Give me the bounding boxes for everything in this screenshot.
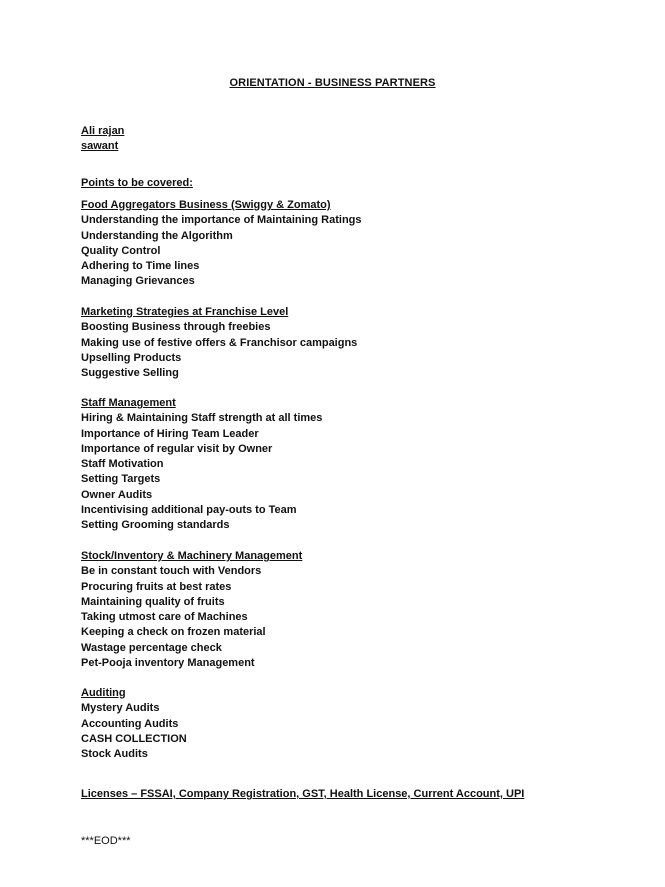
section-heading: Staff Management <box>81 397 176 409</box>
list-item: Incentivising additional pay-outs to Team <box>81 504 297 517</box>
list-item: Keeping a check on frozen material <box>81 626 266 639</box>
section-heading: Food Aggregators Business (Swiggy & Zomato) <box>81 199 331 211</box>
end-of-document-marker: ***EOD*** <box>81 835 131 847</box>
section-heading: Marketing Strategies at Franchise Level <box>81 306 289 318</box>
list-item: Adhering to Time lines <box>81 260 200 273</box>
points-heading: Points to be covered: <box>81 177 193 189</box>
section-food-aggregators <box>81 198 641 290</box>
list-item: Maintaining quality of fruits <box>81 595 225 608</box>
section-heading: Stock/Inventory & Machinery Management <box>81 550 303 562</box>
points-heading-block <box>81 176 641 191</box>
list-item: Upselling Products <box>81 351 182 364</box>
list-item: CASH COLLECTION <box>81 732 187 745</box>
list-item: Hiring & Maintaining Staff strength at all times <box>81 412 323 425</box>
document-title: ORIENTATION - BUSINESS PARTNERS <box>229 77 436 89</box>
list-item: Managing Grievances <box>81 275 195 288</box>
list-item: Mystery Audits <box>81 702 160 715</box>
list-item: Setting Targets <box>81 473 161 486</box>
list-item: Understanding the Algorithm <box>81 229 233 242</box>
list-item: Setting Grooming standards <box>81 519 230 532</box>
list-item: Wastage percentage check <box>81 641 222 654</box>
author-name-last: sawant <box>81 140 119 153</box>
list-item: Accounting Audits <box>81 717 179 730</box>
list-item: Taking utmost care of Machines <box>81 611 248 624</box>
section-stock-inventory <box>81 549 641 671</box>
list-item: Owner Audits <box>81 488 153 501</box>
list-item: Importance of Hiring Team Leader <box>81 427 259 440</box>
footer-block <box>81 834 641 849</box>
section-marketing-strategies <box>81 305 641 381</box>
list-item: Pet-Pooja inventory Management <box>81 657 255 670</box>
list-item: Procuring fruits at best rates <box>81 580 232 593</box>
list-item: Understanding the importance of Maintaining Ratings <box>81 214 362 227</box>
section-auditing <box>81 686 641 762</box>
list-item: Be in constant touch with Vendors <box>81 565 262 578</box>
author-names <box>81 124 641 155</box>
list-item: Importance of regular visit by Owner <box>81 442 273 455</box>
list-item: Suggestive Selling <box>81 367 179 380</box>
list-item: Stock Audits <box>81 748 148 761</box>
licenses-line: Licenses – FSSAI, Company Registration, GST, Health License, Current Account, UPI <box>81 788 525 800</box>
licenses-block <box>81 787 641 802</box>
list-item: Boosting Business through freebies <box>81 321 271 334</box>
author-name-first: Ali rajan <box>81 125 125 137</box>
section-staff-management <box>81 396 641 534</box>
section-heading: Auditing <box>81 687 126 699</box>
list-item: Quality Control <box>81 244 161 257</box>
list-item: Making use of festive offers & Franchisor campaigns <box>81 336 358 349</box>
list-item: Staff Motivation <box>81 458 164 471</box>
